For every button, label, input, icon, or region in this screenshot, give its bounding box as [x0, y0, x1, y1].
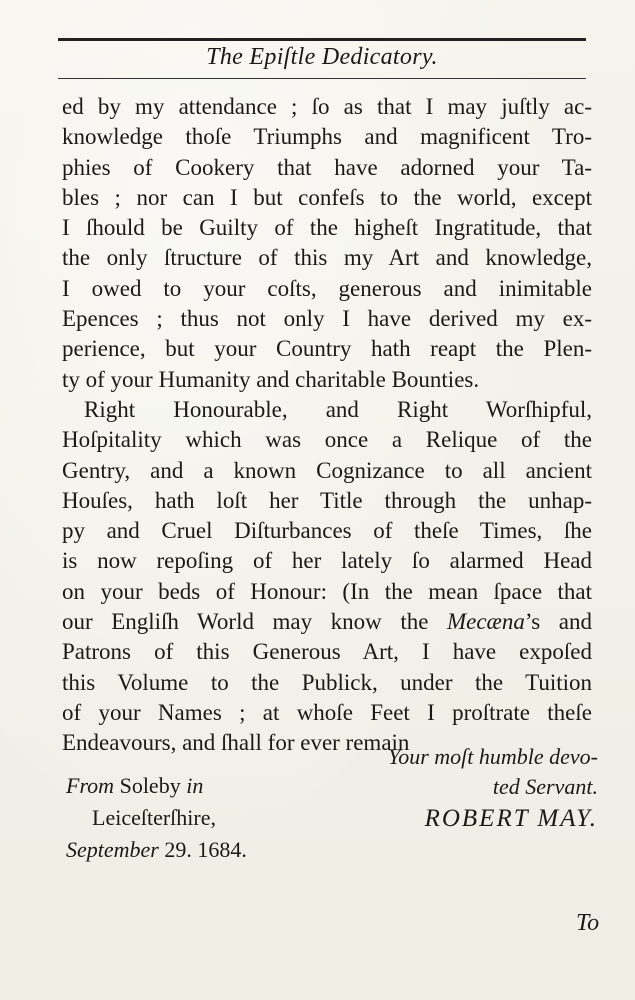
author-name: ROBERT MAY.	[424, 805, 598, 832]
text-line-start: our Engliſh World may know the	[62, 609, 429, 635]
text-line: Right Honourable, and Right Worſhipful,	[84, 396, 592, 422]
date-month: September	[66, 837, 159, 862]
date-line	[66, 834, 247, 866]
text-line: Epences ; thus not only I have derived my ex-	[62, 306, 592, 332]
header-underline	[58, 78, 586, 79]
text-line	[62, 607, 592, 637]
text-line: ed by my attendance ; ſo as that I may juſtly ac-	[62, 94, 592, 119]
signature-line: Your moſt humble devo-	[387, 744, 598, 769]
place-from: From	[66, 773, 115, 798]
text-line: phies of Cookery that have adorned your Ta-	[62, 154, 592, 180]
text-line: Gentry, and a known Cognizance to all ancient	[62, 457, 592, 483]
running-header: The Epiſtle Dedicatory.	[206, 44, 438, 70]
text-line: perience, but your Country hath reapt the Plen-	[62, 336, 592, 362]
text-line: py and Cruel Diſturbances of theſe Times, ſhe	[62, 518, 592, 544]
text-line: Hoſpitality which was once a Relique of the	[62, 427, 592, 453]
signature-block	[362, 742, 598, 834]
place-name: Soleby	[114, 773, 187, 798]
text-line: ty of your Humanity and charitable Bounties.	[62, 366, 480, 392]
text-line: knowledge thoſe Triumphs and magnificent Tro-	[62, 124, 592, 150]
catchword: To	[576, 910, 600, 936]
text-line: Houſes, hath loſt her Title through the unhap-	[62, 487, 592, 513]
text-line: is now repoſing of her lately ſo alarmed Head	[62, 548, 592, 574]
header-rule	[58, 38, 586, 41]
signature-line: ted Servant.	[492, 774, 598, 799]
place-line	[66, 770, 247, 802]
italic-name: Mecæna	[446, 609, 525, 635]
text-line: this Volume to the Publick, under the Tuition	[62, 669, 592, 695]
text-line: Patrons of this Generous Art, I have expoſed	[62, 639, 592, 665]
text-line: bles ; nor can I but confeſs to the world, except	[62, 184, 592, 210]
body-text	[62, 92, 592, 759]
text-line: I ſhould be Guilty of the higheſt Ingratitude, that	[62, 215, 592, 241]
text-line: Endeavours, and ſhall for ever remain	[62, 730, 410, 756]
text-line: the only ſtructure of this my Art and knowledge,	[62, 245, 592, 271]
text-line: on your beds of Honour: (In the mean ſpace that	[62, 578, 592, 604]
county-line: Leiceſterſhire,	[92, 805, 216, 830]
text-line: of your Names ; at whoſe Feet I proſtrate theſe	[62, 699, 592, 725]
place-date-block	[66, 770, 247, 866]
text-line: I owed to your coſts, generous and inimitable	[62, 275, 592, 301]
date-day-year: 29. 1684.	[158, 837, 247, 862]
text-line-end: ’s and	[524, 609, 592, 635]
place-in: in	[186, 773, 204, 798]
